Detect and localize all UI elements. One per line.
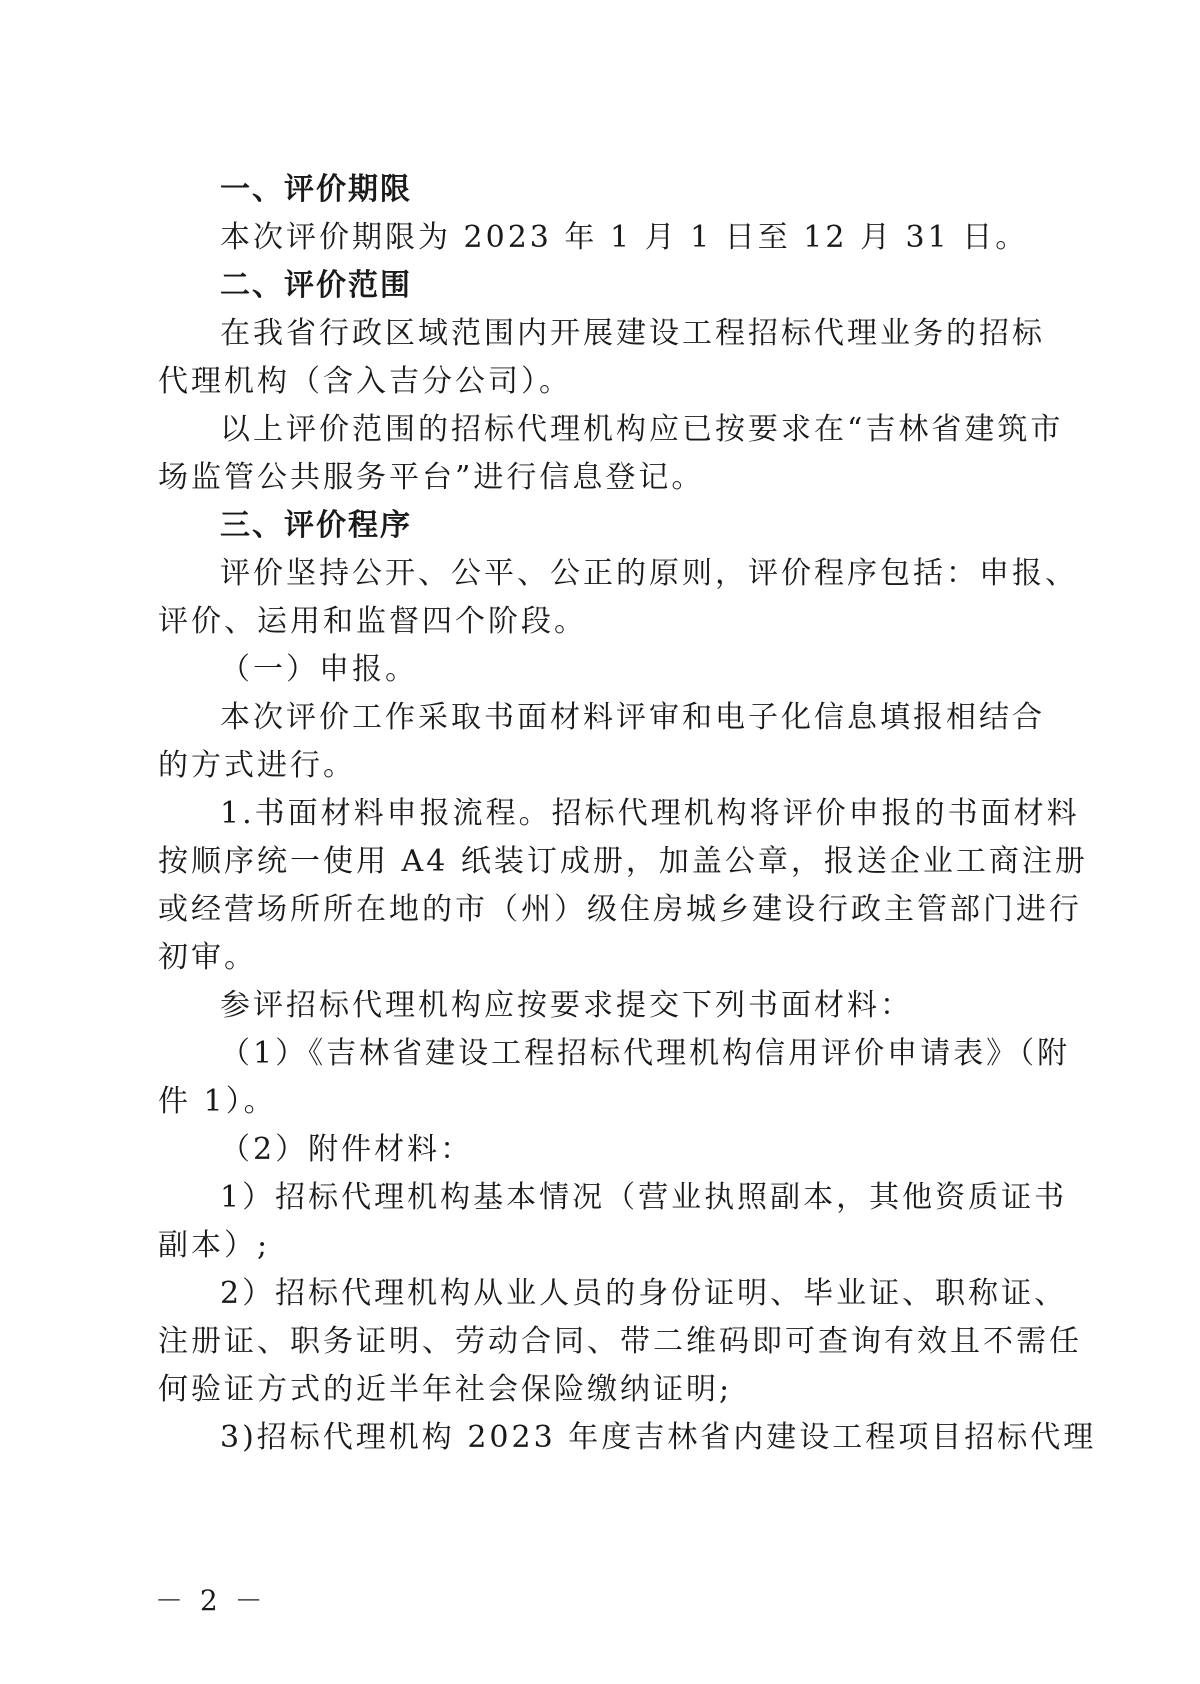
- list-item: 3)招标代理机构 2023 年度吉林省内建设工程项目招标代理: [220, 1420, 1097, 1455]
- paragraph-line: 或经营场所所在地的市（州）级住房城乡建设行政主管部门进行: [158, 892, 1082, 927]
- paragraph-line: 本次评价期限为 2023 年 1 月 1 日至 12 月 31 日。: [220, 220, 1029, 255]
- paragraph-line: 参评招标代理机构应按要求提交下列书面材料：: [220, 988, 913, 1023]
- paragraph-line: 在我省行政区域范围内开展建设工程招标代理业务的招标: [220, 316, 1045, 351]
- list-item-continuation: 何验证方式的近半年社会保险缴纳证明;: [158, 1372, 733, 1407]
- paragraph-line: 评价、运用和监督四个阶段。: [158, 604, 587, 639]
- paragraph-line: 场监管公共服务平台”进行信息登记。: [158, 460, 705, 495]
- list-item: 1）招标代理机构基本情况（营业执照副本，其他资质证书: [220, 1180, 1068, 1215]
- section-heading-evaluation-period: 一、评价期限: [220, 172, 412, 207]
- paragraph-line: 代理机构（含入吉分公司）。: [158, 364, 572, 399]
- list-item: （2）附件材料：: [220, 1132, 474, 1167]
- paragraph-line: 以上评价范围的招标代理机构应已按要求在“吉林省建筑市: [220, 412, 1064, 447]
- list-item: 2）招标代理机构从业人员的身份证明、毕业证、职称证、: [220, 1276, 1068, 1311]
- section-heading-evaluation-scope: 二、评价范围: [220, 268, 412, 303]
- paragraph-line: 本次评价工作采取书面材料评审和电子化信息填报相结合: [220, 700, 1045, 735]
- subsection-heading-declaration: （一）申报。: [220, 652, 418, 687]
- paragraph-line: 的方式进行。: [158, 748, 356, 783]
- paragraph-line: 1.书面材料申报流程。招标代理机构将评价申报的书面材料: [220, 796, 1080, 831]
- page-number: － 2 －: [155, 1584, 267, 1617]
- paragraph-line: 评价坚持公开、公平、公正的原则，评价程序包括：申报、: [220, 556, 1078, 591]
- section-heading-evaluation-procedure: 三、评价程序: [220, 508, 412, 543]
- list-item-continuation: 件 1）。: [158, 1084, 277, 1119]
- paragraph-line: 初审。: [158, 940, 257, 975]
- paragraph-line: 按顺序统一使用 A4 纸装订成册，加盖公章，报送企业工商注册: [158, 844, 1088, 879]
- list-item-continuation: 注册证、职务证明、劳动合同、带二维码即可查询有效且不需任: [158, 1324, 1082, 1359]
- list-item-continuation: 副本）;: [158, 1228, 271, 1263]
- list-item: （1）《吉林省建设工程招标代理机构信用评价申请表》（附: [220, 1036, 1071, 1071]
